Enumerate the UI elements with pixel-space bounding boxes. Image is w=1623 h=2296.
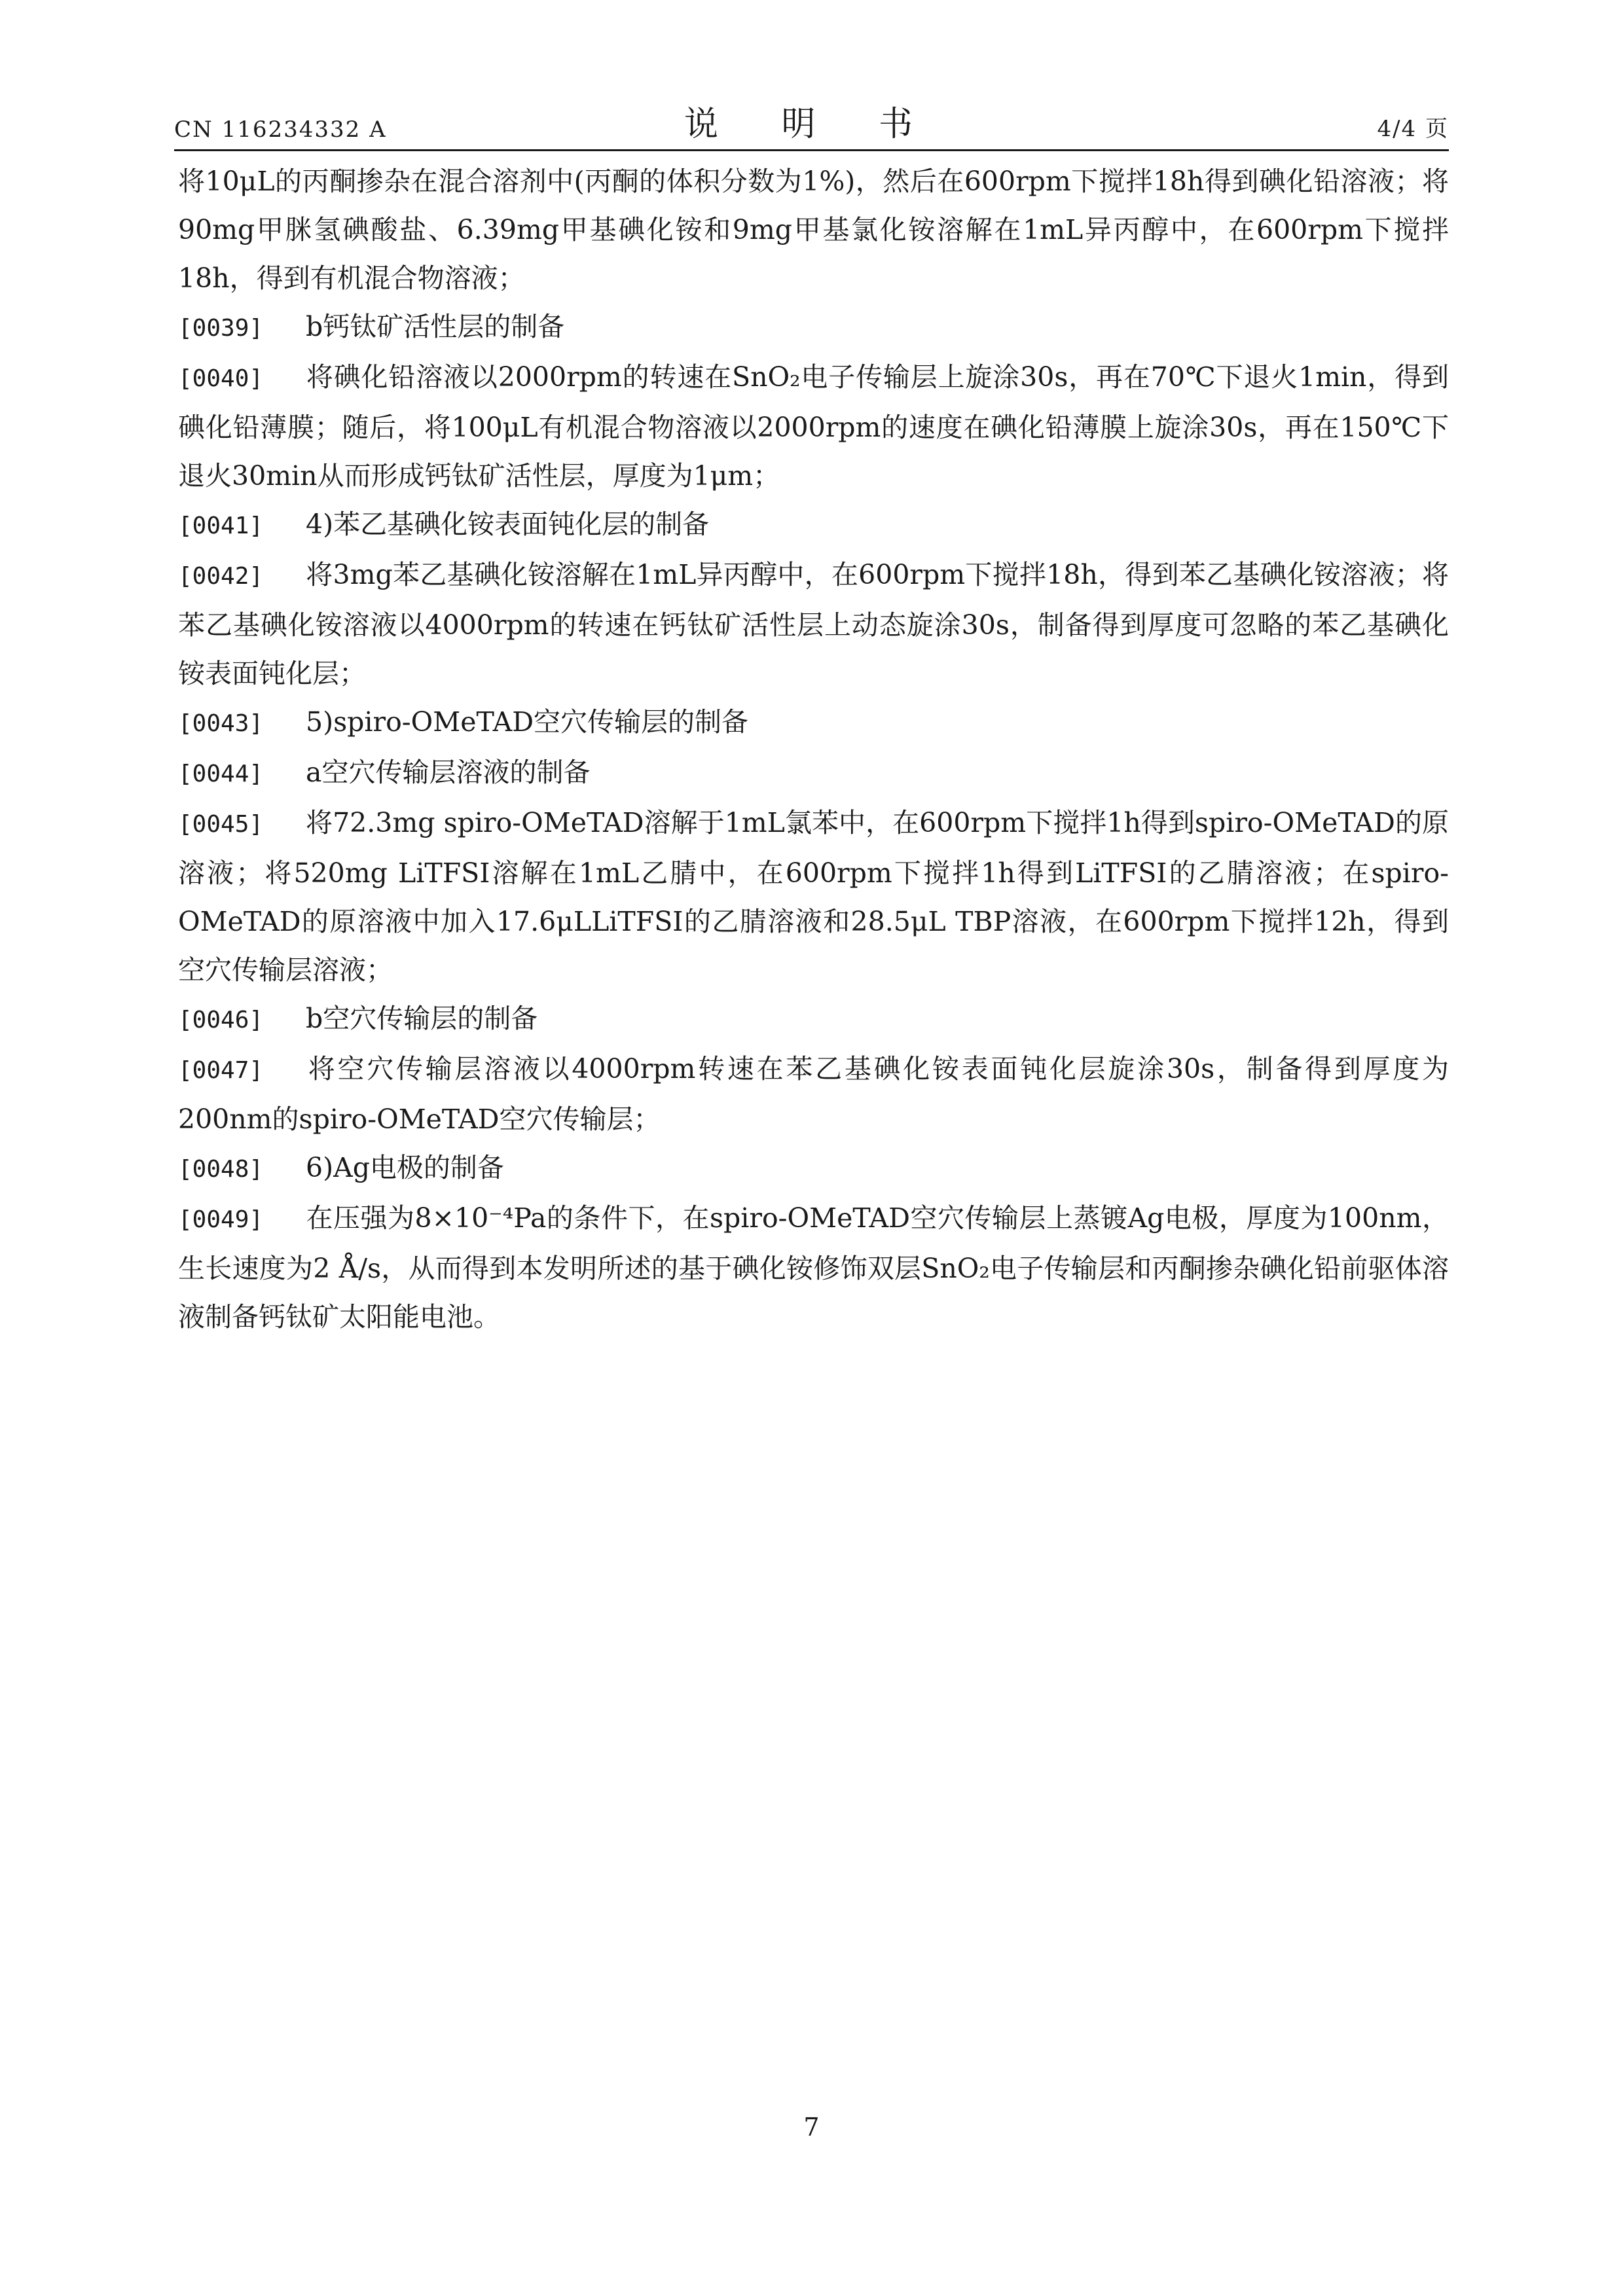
paragraph-text: a空穴传输层溶液的制备 (306, 757, 591, 788)
paragraph-0044 (178, 748, 1449, 798)
page-number: 7 (803, 2113, 820, 2142)
paragraph-number: [0044] (178, 761, 264, 787)
page-header (174, 98, 1449, 151)
paragraph-text: 将空穴传输层溶液以4000rpm转速在苯乙基碘化铵表面钝化层旋涂30s，制备得到厚度为200nm的spiro-OMeTAD空穴传输层； (178, 1053, 1449, 1135)
paragraph-number: [0041] (178, 512, 264, 539)
page-count: 4/4 页 (1377, 116, 1449, 142)
paragraph-number: [0042] (178, 563, 264, 590)
paragraph-0047 (178, 1045, 1449, 1143)
paragraph-text: 将72.3mg spiro-OMeTAD溶解于1mL氯苯中，在600rpm下搅拌1h得到spiro-OMeTAD的原溶液；将520mg LiTFSI溶解在1mL乙腈中，在600rpm下搅拌1h得到LiTFSI的乙腈溶液；在spiro-OMeTAD的原溶液中加入17.6μLLiTFSI的乙腈溶液和28.5μL TBP溶液，在600rpm下搅拌12h，得到空穴传输层溶液； (178, 807, 1449, 986)
paragraph-0049 (178, 1194, 1449, 1341)
paragraph-number: [0046] (178, 1007, 264, 1033)
document-id: CN 116234332 A (174, 117, 387, 143)
paragraph-number: [0040] (178, 365, 264, 392)
paragraph-number: [0048] (178, 1156, 264, 1183)
paragraph-0039 (178, 302, 1449, 353)
paragraph-text: 5)spiro-OMeTAD空穴传输层的制备 (306, 706, 749, 738)
paragraph-0042 (178, 550, 1449, 698)
paragraph-number: [0039] (178, 315, 264, 342)
paragraph-number: [0045] (178, 811, 264, 838)
paragraph-text: 将10μL的丙酮掺杂在混合溶剂中(丙酮的体积分数为1%)，然后在600rpm下搅拌18h得到碘化铅溶液；将90mg甲脒氢碘酸盐、6.39mg甲基碘化铵和9mg甲基氯化铵溶解在1mL异丙醇中，在600rpm下搅拌18h，得到有机混合物溶液； (178, 166, 1449, 294)
paragraph-text: 将3mg苯乙基碘化铵溶解在1mL异丙醇中，在600rpm下搅拌18h，得到苯乙基碘化铵溶液；将苯乙基碘化铵溶液以4000rpm的转速在钙钛矿活性层上动态旋涂30s，制备得到厚度可忽略的苯乙基碘化铵表面钝化层； (178, 559, 1449, 689)
paragraph-0043 (178, 698, 1449, 748)
paragraph-text: b空穴传输层的制备 (306, 1003, 538, 1034)
paragraph-0041 (178, 500, 1449, 550)
description-body (178, 157, 1449, 1341)
paragraph-text: 在压强为8×10⁻⁴Pa的条件下，在spiro-OMeTAD空穴传输层上蒸镀Ag电极，厚度为100nm，生长速度为2 Å/s，从而得到本发明所述的基于碘化铵修饰双层SnO₂电子传输层和丙酮掺杂碘化铅前驱体溶液制备钙钛矿太阳能电池。 (178, 1202, 1449, 1333)
header-divider (174, 149, 1449, 151)
document-title: 说 明 书 (684, 105, 939, 144)
paragraph-text: 4)苯乙基碘化铵表面钝化层的制备 (306, 509, 710, 540)
paragraph-number: [0043] (178, 710, 264, 737)
paragraph-0048 (178, 1143, 1449, 1194)
paragraph-text: 6)Ag电极的制备 (306, 1152, 504, 1183)
paragraph-text: b钙钛矿活性层的制备 (306, 311, 565, 342)
paragraph-continuation (178, 157, 1449, 302)
paragraph-number: [0047] (178, 1057, 264, 1084)
paragraph-0040 (178, 353, 1449, 500)
paragraph-text: 将碘化铅溶液以2000rpm的转速在SnO₂电子传输层上旋涂30s，再在70℃下退火1min，得到碘化铅薄膜；随后，将100μL有机混合物溶液以2000rpm的速度在碘化铅薄膜上旋涂30s，再在150℃下退火30min从而形成钙钛矿活性层，厚度为1μm； (178, 361, 1449, 492)
paragraph-number: [0049] (178, 1206, 264, 1233)
paragraph-0046 (178, 994, 1449, 1045)
paragraph-0045 (178, 798, 1449, 994)
